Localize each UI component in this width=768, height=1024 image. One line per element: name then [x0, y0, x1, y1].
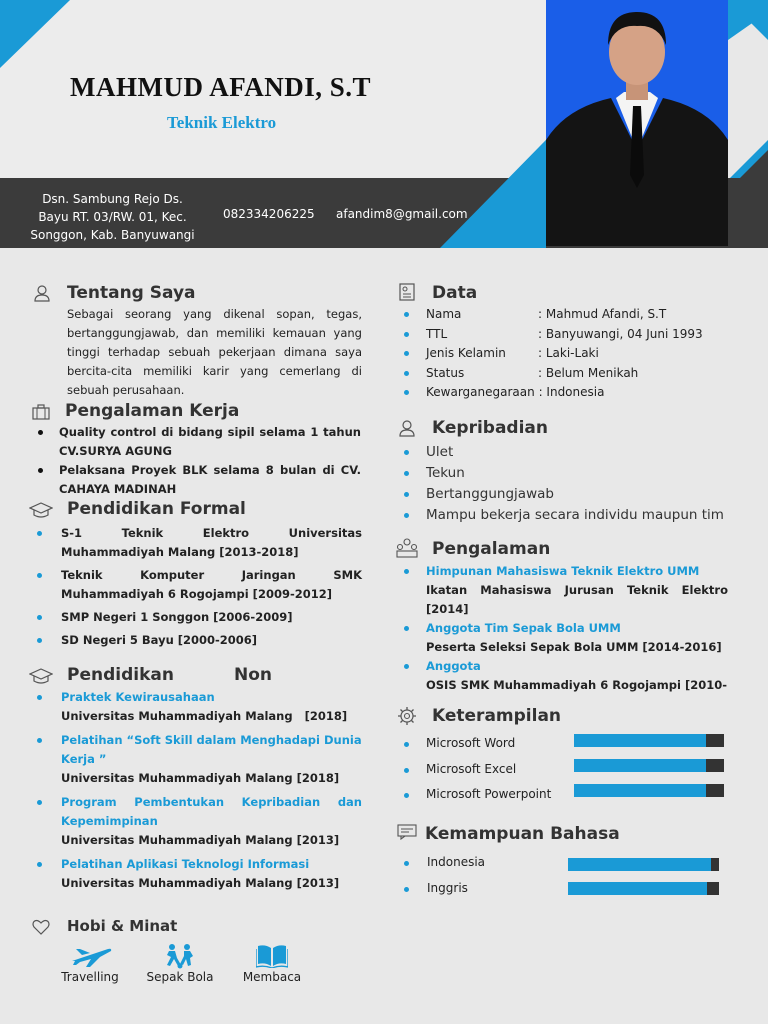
- list-item-text: Ulet: [426, 444, 454, 460]
- section-title-nonformal-b: Non: [234, 665, 273, 685]
- skill-label: Microsoft Word: [426, 736, 516, 750]
- list-item: [37, 631, 362, 650]
- list-item-text: Bertanggungjawab: [426, 486, 554, 502]
- section-title-kerja: Pengalaman Kerja: [65, 401, 240, 421]
- phone: 082334206225: [223, 207, 315, 221]
- graduation-cap-icon: [29, 501, 53, 519]
- list-item: [404, 619, 728, 657]
- list-item-sub: Peserta Seleksi Sepak Bola UMM [2014-2016]: [426, 640, 722, 654]
- list-item-text: SMP Negeri 1 Songgon [2006-2009]: [61, 610, 293, 624]
- list-item: [38, 461, 361, 499]
- section-title-data: Data: [432, 283, 478, 303]
- data-key: TTL: [426, 326, 448, 341]
- list-item-head: Himpunan Mahasiswa Teknik Elektro UMM: [426, 564, 700, 578]
- list-item: [37, 793, 362, 850]
- list-item-head: Pelatihan Aplikasi Teknologi Informasi: [61, 857, 310, 871]
- list-item-text: Pelaksana Proyek BLK selama 8 bulan di CV. CAHAYA MADINAH: [59, 463, 361, 496]
- section-title-hobi: Hobi & Minat: [67, 917, 178, 935]
- data-value: : Mahmud Afandi, S.T: [538, 307, 667, 321]
- about-text: Sebagai seorang yang dikenal sopan, tegas, bertanggungjawab, dan memiliki kemauan yang tinggi terhadap sebuah pekerjaan dimana saya bercita-cita memiliki karir yang cemerlang di sebuah perusahaan.: [67, 307, 362, 397]
- skill-row: [404, 782, 551, 808]
- list-item-sub: Universitas Muhammadiyah Malang [2018]: [61, 709, 348, 723]
- section-title-formal: Pendidikan Formal: [67, 499, 246, 519]
- full-name: MAHMUD AFANDI, S.T: [70, 72, 371, 102]
- list-item: [37, 688, 362, 726]
- skill-bar-remainder: [706, 759, 724, 772]
- list-item-text: SD Negeri 5 Bayu [2000-2006]: [61, 633, 258, 647]
- language-label: Indonesia: [427, 855, 486, 869]
- language-bar-inggris: [568, 882, 719, 895]
- personality-list: [404, 442, 744, 526]
- briefcase-icon: [32, 403, 50, 421]
- list-item: [404, 657, 728, 695]
- address-line: Bayu RT. 03/RW. 01, Kec.: [38, 210, 187, 224]
- list-item: [37, 566, 362, 604]
- section-title-kepribadian: Kepribadian: [432, 418, 548, 438]
- skill-bar-excel: [574, 759, 724, 772]
- section-title-keterampilan: Keterampilan: [432, 706, 562, 726]
- group-icon: [396, 538, 418, 558]
- list-item: [404, 505, 744, 526]
- data-value: : Banyuwangi, 04 Juni 1993: [538, 326, 703, 341]
- list-item-head: Anggota Tim Sepak Bola UMM: [426, 621, 621, 635]
- list-item-sub: OSIS SMK Muhammadiyah 6 Rogojampi [2010-: [426, 678, 727, 692]
- profile-photo: [546, 0, 728, 246]
- list-item: [404, 463, 744, 484]
- work-list: [38, 423, 361, 499]
- data-key: Status: [426, 365, 465, 380]
- nonformal-list: [37, 688, 362, 893]
- list-item: [404, 442, 744, 463]
- data-row: [404, 305, 734, 325]
- address-line: Songgon, Kab. Banyuwangi: [30, 228, 195, 242]
- skill-bar-powerpoint: [574, 784, 724, 797]
- list-item: [37, 731, 362, 788]
- skill-row: [404, 731, 551, 757]
- data-row: [404, 364, 734, 384]
- skills-list: [404, 731, 551, 808]
- person-photo: [546, 0, 728, 246]
- football-players-icon: [163, 943, 197, 969]
- user-icon: [33, 284, 51, 302]
- list-item-text: Mampu bekerja secara individu maupun tim: [426, 507, 724, 523]
- skill-bar-remainder: [706, 734, 724, 747]
- skill-label: Microsoft Powerpoint: [426, 787, 552, 801]
- list-item: [38, 423, 361, 461]
- language-label: Inggris: [427, 880, 468, 895]
- data-row: [404, 383, 734, 403]
- list-item: [37, 524, 362, 562]
- section-title-pengalaman: Pengalaman: [432, 539, 551, 559]
- data-key: Kewarganegaraan: [426, 385, 535, 399]
- email: afandim8@gmail.com: [336, 207, 468, 221]
- list-item-text: S-1 Teknik Elektro Universitas Muhammadiyah Malang [2013-2018]: [61, 526, 362, 559]
- address-line: Dsn. Sambung Rejo Ds.: [42, 192, 183, 206]
- section-title-bahasa: Kemampuan Bahasa: [425, 824, 620, 844]
- book-icon: [256, 944, 288, 968]
- list-item-sub: Universitas Muhammadiyah Malang [2018]: [61, 771, 340, 785]
- job-title: Teknik Elektro: [167, 113, 277, 132]
- list-item-head: Praktek Kewirausahaan: [61, 690, 215, 704]
- formal-list: [37, 524, 362, 650]
- section-title-tentang: Tentang Saya: [67, 283, 196, 303]
- gear-icon: [397, 706, 417, 726]
- list-item-sub: Universitas Muhammadiyah Malang [2013]: [61, 876, 340, 890]
- list-item-head: Pelatihan “Soft Skill dalam Menghadapi Dunia Kerja ”: [61, 733, 362, 766]
- list-item-sub: Universitas Muhammadiyah Malang [2013]: [61, 833, 340, 847]
- list-item: [404, 484, 744, 505]
- language-row: [404, 876, 485, 902]
- list-item-text: Teknik Komputer Jaringan SMK Muhammadiyah 6 Rogojampi [2009-2012]: [61, 568, 362, 601]
- data-key: Jenis Kelamin: [426, 346, 506, 360]
- chat-icon: [397, 824, 417, 840]
- id-card-icon: [398, 283, 416, 301]
- data-key: Nama: [426, 307, 462, 321]
- language-list: [404, 850, 485, 901]
- data-value: : Belum Menikah: [538, 365, 639, 380]
- skill-bar-remainder: [706, 784, 724, 797]
- skill-row: [404, 757, 551, 783]
- list-item-text: Quality control di bidang sipil selama 1 tahun CV.SURYA AGUNG: [59, 425, 361, 458]
- hobby-label: Membaca: [242, 970, 302, 984]
- address: [30, 190, 195, 244]
- list-item-text: Tekun: [426, 465, 465, 481]
- graduation-cap-icon: [29, 667, 53, 685]
- section-title-nonformal: Pendidikan: [67, 665, 174, 685]
- language-row: [404, 850, 485, 876]
- hobby-label: Travelling: [61, 970, 119, 984]
- data-table: [404, 305, 734, 403]
- band-accent: [440, 140, 546, 248]
- person-icon: [398, 419, 416, 437]
- list-item-head: Program Pembentukan Kepribadian dan Kepemimpinan: [61, 795, 362, 828]
- experience-list: [404, 562, 728, 695]
- list-item: [37, 608, 362, 627]
- language-bar-indonesia: [568, 858, 719, 871]
- data-value: : Laki-Laki: [538, 346, 599, 360]
- list-item-sub: Ikatan Mahasiswa Jurusan Teknik Elektro [2014]: [426, 583, 728, 616]
- heart-icon: [32, 918, 50, 936]
- list-item-head: Anggota: [426, 659, 481, 673]
- list-item: [37, 855, 362, 893]
- hobby-label: Sepak Bola: [146, 970, 214, 984]
- language-bar-remainder: [707, 882, 719, 895]
- data-value: : Indonesia: [538, 385, 605, 399]
- data-row: [404, 344, 734, 364]
- language-bar-remainder: [711, 858, 719, 871]
- skill-bar-word: [574, 734, 724, 747]
- skill-label: Microsoft Excel: [426, 761, 517, 776]
- airplane-icon: [70, 943, 112, 969]
- data-row: [404, 325, 734, 345]
- list-item: [404, 562, 728, 619]
